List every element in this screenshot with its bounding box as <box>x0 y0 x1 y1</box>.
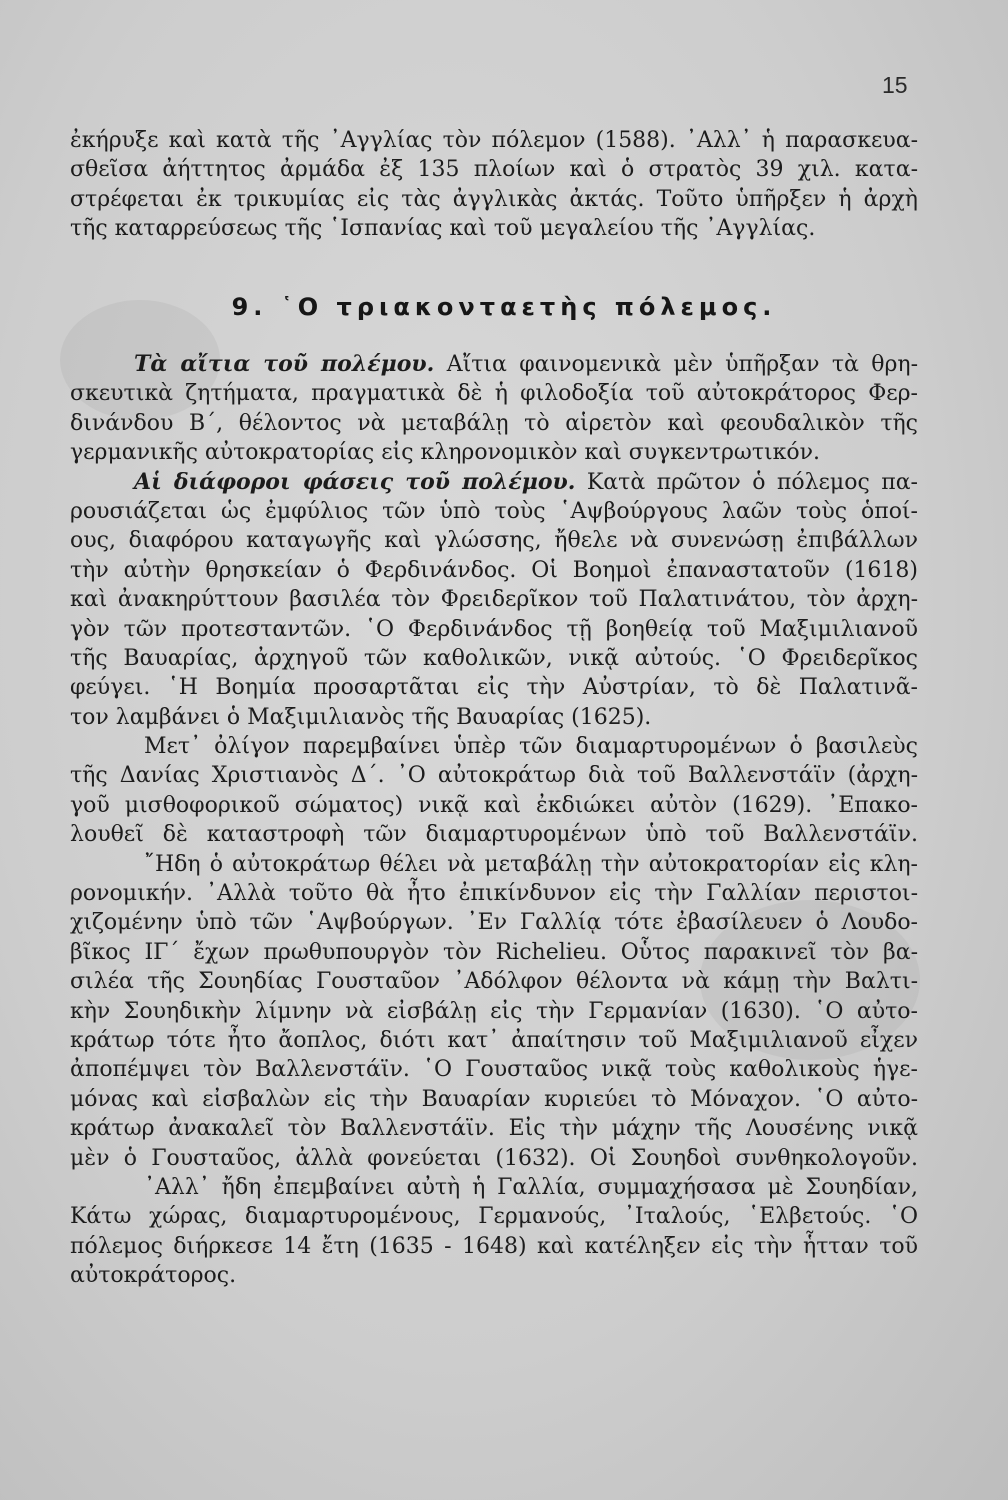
section-heading-phases: Αἱ διάφοροι φάσεις τοῦ πολέμου. <box>134 468 576 495</box>
text-line: φεύγει. ῾Η Βοημία προσαρτᾶται εἰς τὴν Αὐστρίαν, τὸ δὲ Παλατινᾶ- <box>70 675 918 701</box>
text-line: δινάνδου Β΄, θέλοντος νὰ μεταβάλῃ τὸ αἱρετὸν καὶ φεουδαλικὸν τῆς <box>70 410 918 436</box>
text-line: κράτωρ τότε ἦτο ἄοπλος, διότι κατ᾿ ἀπαίτησιν τοῦ Μαξιμιλιανοῦ εἶχεν <box>70 1027 918 1053</box>
text-line: γερμανικῆς αὐτοκρατορίας εἰς κληρονομικὸν καὶ συγκεντρωτικόν. <box>70 440 820 466</box>
text-line: τῆς Δανίας Χριστιανὸς Δ΄. ᾿Ο αὐτοκράτωρ διὰ τοῦ Βαλλενστάϊν (ἀρχη- <box>70 763 918 789</box>
text-line: ους, διαφόρου καταγωγῆς καὶ γλώσσης, ἤθελε νὰ συνενώσῃ ἐπιβάλλων <box>70 528 918 554</box>
chapter-title: 9. ῾Ο τριακονταετὴς πόλεμος. <box>231 293 777 321</box>
text-line: τὴν αὐτὴν θρησκείαν ὁ Φερδινάνδος. Οἱ Βοημοὶ ἐπαναστατοῦν (1618) <box>70 557 918 583</box>
text-line: μὲν ὁ Γουσταῦος, ἀλλὰ φονεύεται (1632). Οἱ Σουηδοὶ συνθηκολογοῦν. <box>70 1145 918 1171</box>
text-line: γὸν τῶν προτεσταντῶν. ῾Ο Φερδινάνδος τῇ βοηθείᾳ τοῦ Μαξιμιλιανοῦ <box>70 616 918 642</box>
text-line: ἐκήρυξε καὶ κατὰ τῆς ᾿Αγγλίας τὸν πόλεμον (1588). ᾿Αλλ᾿ ἡ παρασκευα- <box>70 128 918 153</box>
text-line: τῆς καταρρεύσεως τῆς ῾Ισπανίας καὶ τοῦ μεγαλείου τῆς ᾿Αγγλίας. <box>70 216 816 242</box>
text-line: τον λαμβάνει ὁ Μαξιμιλιανὸς τῆς Βαυαρίας (1625). <box>70 704 652 730</box>
page-number: 15 <box>882 72 908 98</box>
text-line: μόνας καὶ εἰσβαλὼν εἰς τὴν Βαυαρίαν κυριεύει τὸ Μόναχον. ῾Ο αὐτο- <box>70 1086 918 1112</box>
section-phases-first-line <box>70 468 918 497</box>
text-line: σκευτικὰ ζητήματα, πραγματικὰ δὲ ἡ φιλοδοξία τοῦ αὐτοκράτορος Φερ- <box>70 381 918 407</box>
text-line: λουθεῖ δὲ καταστροφὴ τῶν διαμαρτυρομένων ὑπὸ τοῦ Βαλλενστάϊν. <box>70 822 918 848</box>
text-line: ρουσιάζεται ὡς ἐμφύλιος τῶν ὑπὸ τοὺς ῾Αψβούργους λαῶν τοὺς ὁποί- <box>70 498 918 524</box>
text-line: στρέφεται ἐκ τρικυμίας εἰς τὰς ἀγγλικὰς ἀκτάς. Τοῦτο ὑπῆρξεν ἡ ἀρχὴ <box>70 186 918 212</box>
text-line: Κάτω χώρας, διαμαρτυρομένους, Γερμανούς, ᾿Ιταλούς, ῾Ελβετούς. ῾Ο <box>70 1204 918 1230</box>
text-span: Αἴτια φαινομενικὰ μὲν ὑπῆρξαν τὰ θρη- <box>446 352 919 377</box>
text-line: ρονομικήν. ᾿Αλλὰ τοῦτο θὰ ἦτο ἐπικίνδυνον εἰς τὴν Γαλλίαν περιστοι- <box>70 881 918 907</box>
text-line: καὶ ἀνακηρύττουν βασιλέα τὸν Φρειδερῖκον τοῦ Παλατινάτου, τὸν ἀρχη- <box>70 587 918 613</box>
text-line: ᾿Αλλ᾿ ἤδη ἐπεμβαίνει αὐτὴ ἡ Γαλλία, συμμαχήσασα μὲ Σουηδίαν, <box>144 1174 918 1200</box>
intro-paragraph <box>70 126 918 244</box>
text-line: σιλέα τῆς Σουηδίας Γουσταῦον ᾿Αδόλφον θέλοντα νὰ κάμῃ τὴν Βαλτι- <box>70 969 918 995</box>
text-line: σθεῖσα ἀήττητος ἀρμάδα ἐξ 135 πλοίων καὶ ὁ στρατὸς 39 χιλ. κατα- <box>70 157 918 183</box>
text-line: βῖκος ΙΓ΄ ἔχων πρωθυπουργὸν τὸν Richelieu. Οὗτος παρακινεῖ τὸν βα- <box>70 939 918 965</box>
text-line: ἀποπέμψει τὸν Βαλλενστάϊν. ῾Ο Γουσταῦος νικᾷ τοὺς καθολικοὺς ἡγε- <box>70 1057 918 1083</box>
text-line: τῆς Βαυαρίας, ἀρχηγοῦ τῶν καθολικῶν, νικᾷ αὐτούς. ῾Ο Φρειδερῖκος <box>70 645 918 671</box>
main-text <box>70 350 918 1291</box>
text-line: χιζομένην ὑπὸ τῶν ῾Αψβούργων. ᾿Εν Γαλλίᾳ τότε ἐβασίλευεν ὁ Λουδο- <box>70 910 918 936</box>
section-causes-first-line <box>70 350 918 379</box>
text-line: κράτωρ ἀνακαλεῖ τὸν Βαλλενστάϊν. Εἰς τὴν μάχην τῆς Λουσένης νικᾷ <box>70 1116 918 1142</box>
text-line: αὐτοκράτορος. <box>70 1263 237 1289</box>
text-line: κὴν Σουηδικὴν λίμνην νὰ εἰσβάλῃ εἰς τὴν Γερμανίαν (1630). ῾Ο αὐτο- <box>70 998 918 1024</box>
section-heading-causes: Τὰ αἴτια τοῦ πολέμου. <box>134 351 435 377</box>
text-line: Μετ᾿ ὀλίγον παρεμβαίνει ὑπὲρ τῶν διαμαρτυρομένων ὁ βασιλεὺς <box>144 734 918 760</box>
text-line: πόλεμος διήρκεσε 14 ἔτη (1635 - 1648) καὶ κατέληξεν εἰς τὴν ἧτταν τοῦ <box>70 1233 918 1259</box>
text-line: γοῦ μισθοφορικοῦ σώματος) νικᾷ καὶ ἐκδιώκει αὐτὸν (1629). ᾿Επακο- <box>70 792 918 818</box>
text-span: Κατὰ πρῶτον ὁ πόλεμος πα- <box>586 469 918 495</box>
text-line: ῎Ηδη ὁ αὐτοκράτωρ θέλει νὰ μεταβάλῃ τὴν αὐτοκρατορίαν εἰς κλη- <box>144 851 918 877</box>
